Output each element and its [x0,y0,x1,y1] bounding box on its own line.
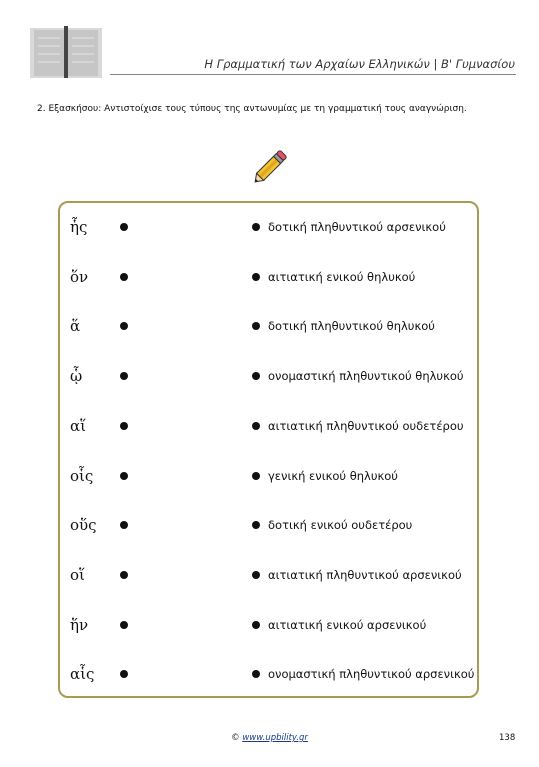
pronoun-form: ἥν [70,615,89,634]
grammar-description: αιτιατική ενικού θηλυκού [268,269,416,284]
pronoun-form: ἅ [70,317,81,336]
right-match-dot[interactable] [252,571,260,579]
matching-row [60,215,477,239]
grammar-description: αιτιατική ενικού αρσενικού [268,617,427,632]
right-match-dot[interactable] [252,422,260,430]
left-match-dot[interactable] [120,521,128,529]
right-match-dot[interactable] [252,322,260,330]
left-match-dot[interactable] [120,621,128,629]
matching-row [60,265,477,289]
matching-exercise-box [58,201,479,698]
page-number: 138 [499,733,516,743]
matching-row [60,314,477,338]
right-match-dot[interactable] [252,472,260,480]
left-match-dot[interactable] [120,223,128,231]
right-match-dot[interactable] [252,670,260,678]
matching-row [60,464,477,488]
pencil-icon [248,145,292,189]
grammar-description: αιτιατική πληθυντικού ουδετέρου [268,418,464,433]
matching-row [60,414,477,438]
pronoun-form: αἵ [70,416,87,435]
exercise-instruction: 2. Εξασκήσου: Αντιστοίχισε τους τύπους της αντωνυμίας με τη γραμματική τους αναγνώριση. [37,104,467,114]
copyright-symbol: © [231,733,240,743]
matching-row [60,613,477,637]
matching-row [60,513,477,537]
website-link[interactable]: www.upbility.gr [242,733,308,743]
matching-row [60,364,477,388]
grammar-description: γενική ενικού θηλυκού [268,468,398,483]
right-match-dot[interactable] [252,273,260,281]
left-match-dot[interactable] [120,670,128,678]
grammar-description: δοτική πληθυντικού αρσενικού [268,220,446,234]
left-match-dot[interactable] [120,372,128,380]
pronoun-form: ᾧ [70,367,83,386]
right-match-dot[interactable] [252,223,260,231]
right-match-dot[interactable] [252,521,260,529]
matching-row [60,563,477,587]
left-match-dot[interactable] [120,422,128,430]
pronoun-form: ἧς [70,218,88,236]
matching-row [60,662,477,686]
right-match-dot[interactable] [252,621,260,629]
grammar-description: δοτική ενικού ουδετέρου [268,518,413,533]
pronoun-form: οἵ [70,565,85,584]
grammar-description: ονομαστική πληθυντικού αρσενικού [268,667,475,682]
grammar-description: αιτιατική πληθυντικού αρσενικού [268,567,462,582]
grammar-description: ονομαστική πληθυντικού θηλυκού [268,369,464,384]
footer-copyright [0,733,539,743]
left-match-dot[interactable] [120,273,128,281]
left-match-dot[interactable] [120,472,128,480]
right-match-dot[interactable] [252,372,260,380]
header-divider [110,74,516,75]
left-match-dot[interactable] [120,322,128,330]
left-match-dot[interactable] [120,571,128,579]
open-book-icon [30,26,102,78]
pronoun-form: αἷς [70,665,95,684]
pronoun-form: ὅν [70,267,89,286]
pronoun-form: οἷς [70,466,94,485]
pronoun-form: οὕς [70,516,97,535]
grammar-description: δοτική πληθυντικού θηλυκού [268,319,435,334]
page-header-title: Η Γραμματική των Αρχαίων Ελληνικών | Β' Γυμνασίου [204,57,515,71]
